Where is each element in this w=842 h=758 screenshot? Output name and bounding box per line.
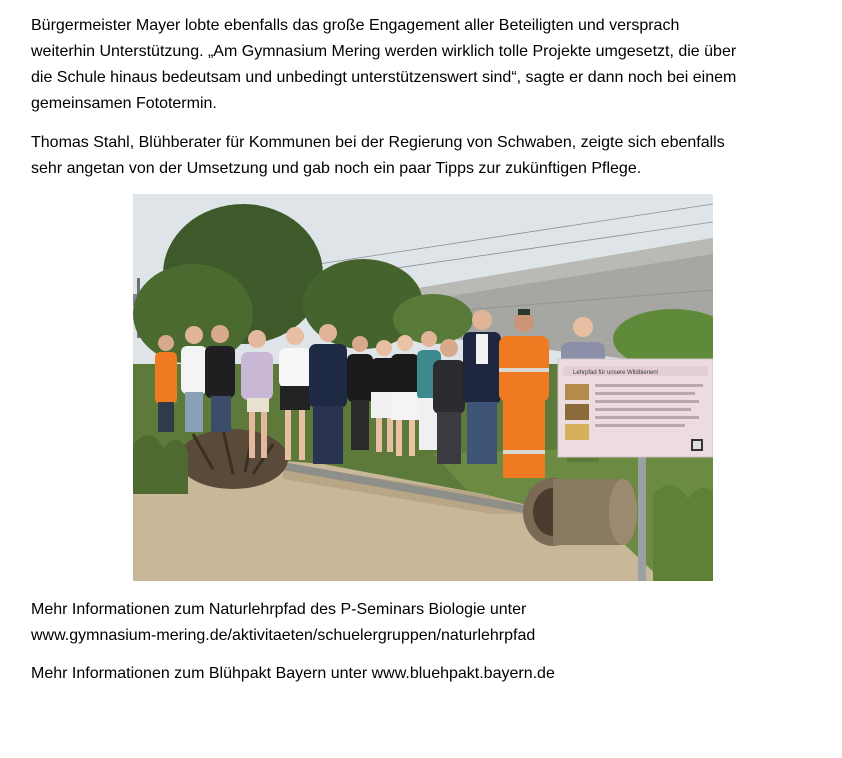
paragraph-more-info-bluehpakt	[31, 661, 555, 687]
paragraph-thomas-stahl	[31, 130, 725, 182]
photo-illustration	[133, 194, 713, 581]
group-photo	[133, 194, 713, 581]
text-line: gemeinsamen Fototermin.	[31, 95, 217, 112]
text-line: die Schule hinaus bedeutsam und unbedingt unterstützenswert sind“, sagte er dann noch bei einem	[31, 69, 737, 86]
text-line: Mehr Informationen zum Blühpakt Bayern unter www.bluehpakt.bayern.de	[31, 665, 555, 682]
sign-title: Lehrpfad für unsere Wildbienen!	[573, 370, 659, 376]
text-line: sehr angetan von der Umsetzung und gab noch ein paar Tipps zur zukünftigen Pflege.	[31, 160, 642, 177]
paragraph-mayer-quote	[31, 13, 736, 117]
paragraph-more-info-seminar	[31, 597, 535, 649]
text-line: Bürgermeister Mayer lobte ebenfalls das große Engagement aller Beteiligten und versprach	[31, 17, 680, 34]
text-line: Mehr Informationen zum Naturlehrpfad des P-Seminars Biologie unter	[31, 601, 527, 618]
text-line: weiterhin Unterstützung. „Am Gymnasium Mering werden wirklich tolle Projekte umgesetzt, die über	[31, 43, 737, 60]
url-link-naturlehrpfad[interactable]: www.gymnasium-mering.de/aktivitaeten/schuelergruppen/naturlehrpfad	[31, 627, 536, 644]
text-line: Thomas Stahl, Blühberater für Kommunen bei der Regierung von Schwaben, zeigte sich ebenfalls	[31, 134, 725, 151]
